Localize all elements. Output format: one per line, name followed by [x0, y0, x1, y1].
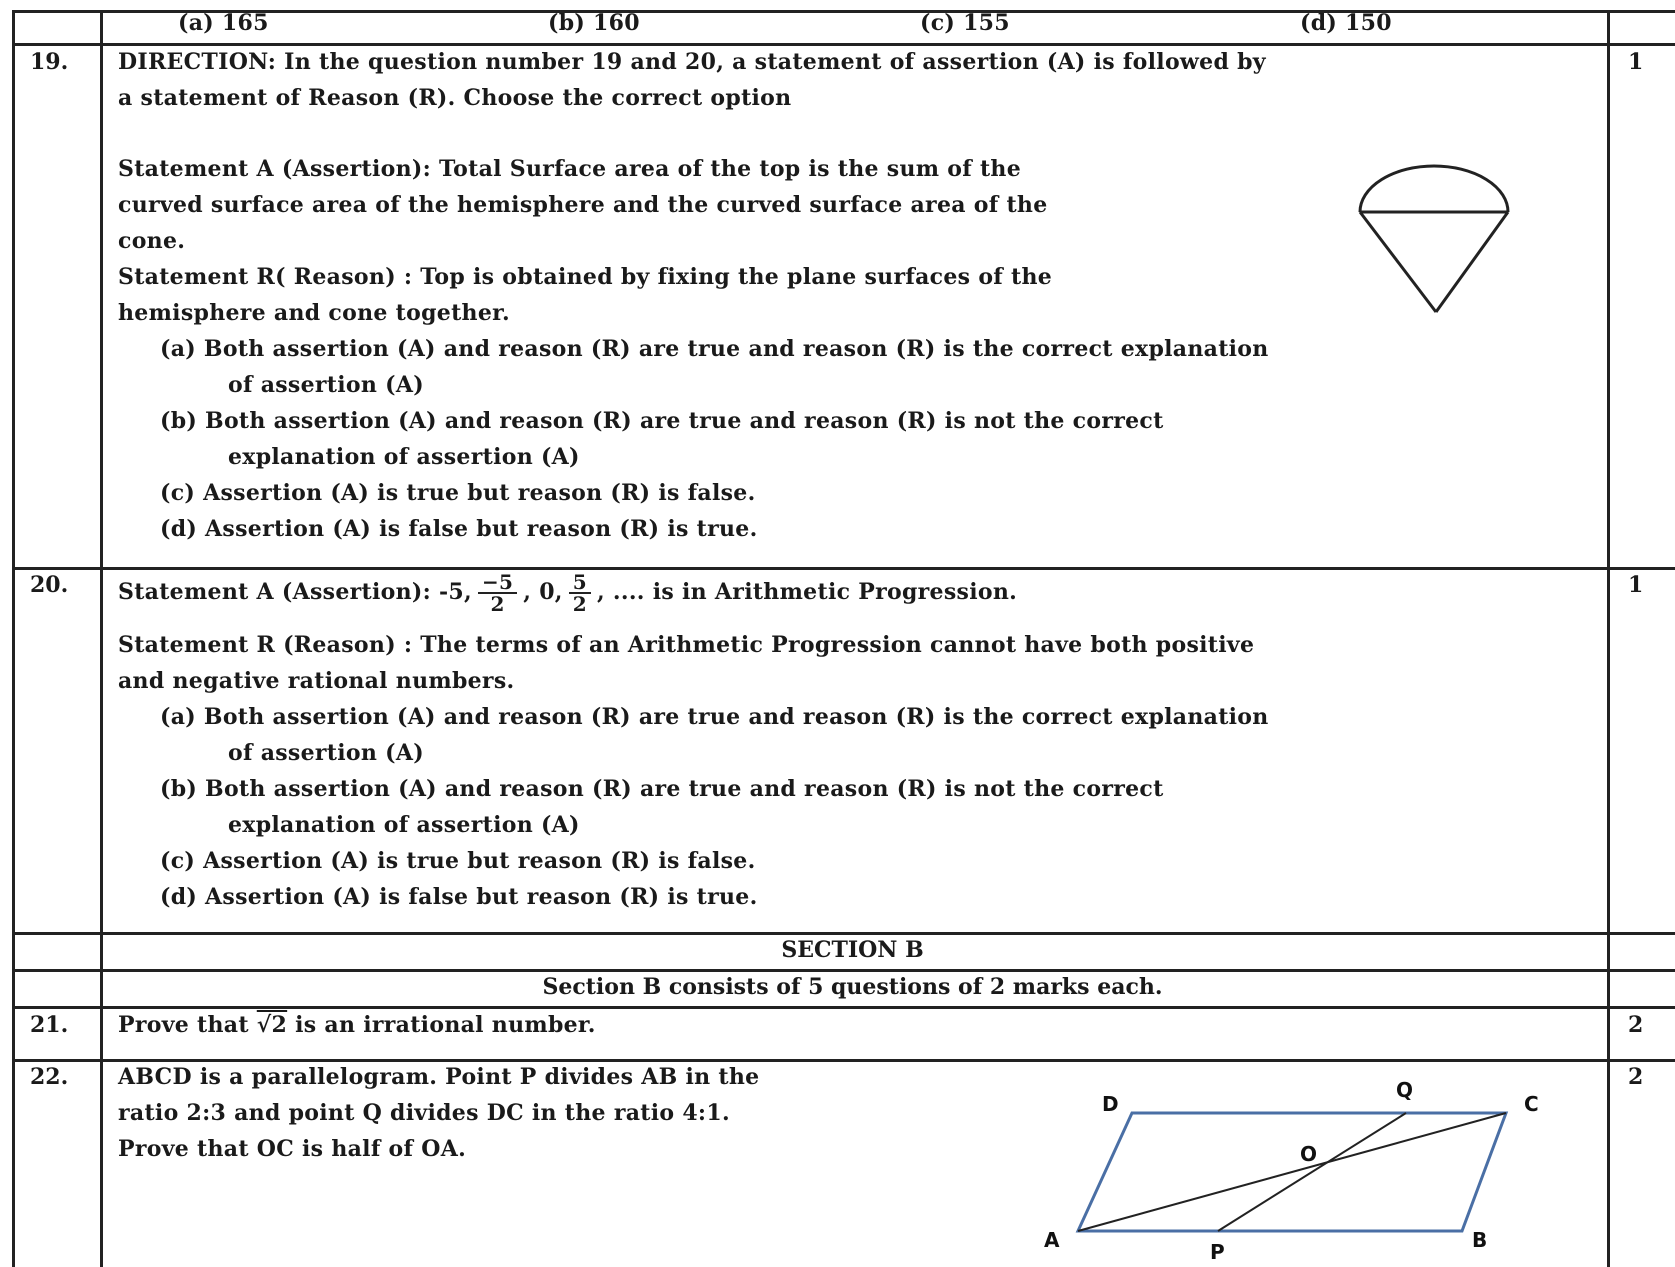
q19-assertion-line1: Statement A (Assertion): Total Surface area of the top is the sum of the — [118, 156, 1022, 182]
q20-assertion-middle: , 0, — [523, 579, 563, 605]
row-divider — [12, 43, 1675, 46]
q19-option-a-line1: (a) Both assertion (A) and reason (R) are true and reason (R) is the correct explanation — [160, 336, 1269, 362]
q21-text — [118, 1012, 596, 1038]
q19-option-c: (c) Assertion (A) is true but reason (R) is false. — [160, 480, 756, 506]
q22-line2: ratio 2:3 and point Q divides DC in the ratio 4:1. — [118, 1100, 730, 1126]
q19-option-b-line1: (b) Both assertion (A) and reason (R) are true and reason (R) is not the correct — [160, 408, 1164, 434]
q21-prefix: Prove that — [118, 1012, 257, 1038]
question-marks: 1 — [1628, 49, 1644, 75]
fraction-numerator: 5 — [569, 572, 591, 594]
q20-assertion-prefix: Statement A (Assertion): -5, — [118, 579, 472, 605]
column-divider-marks — [1607, 12, 1610, 1267]
q19-assertion-line2: curved surface area of the hemisphere and the curved surface area of the — [118, 192, 1048, 218]
q20-option-b-line2: explanation of assertion (A) — [228, 812, 580, 838]
q22-line1: ABCD is a parallelogram. Point P divides AB in the — [118, 1064, 760, 1090]
q19-reason-line1: Statement R( Reason) : Top is obtained by fixing the plane surfaces of the — [118, 264, 1053, 290]
label-a: A — [1044, 1228, 1060, 1252]
row-divider — [12, 1006, 1675, 1009]
fraction-denominator: 2 — [490, 592, 505, 616]
q20-option-a-line1: (a) Both assertion (A) and reason (R) are true and reason (R) is the correct explanation — [160, 704, 1269, 730]
question-marks: 2 — [1628, 1064, 1644, 1090]
q19-reason-line2: hemisphere and cone together. — [118, 300, 510, 326]
q19-assertion-line3: cone. — [118, 228, 186, 254]
column-divider-number — [100, 12, 103, 1267]
parallelogram-figure — [1030, 1075, 1550, 1265]
q19-option-d: (d) Assertion (A) is false but reason (R) is true. — [160, 516, 758, 542]
label-d: D — [1102, 1092, 1119, 1116]
fraction-denominator: 2 — [572, 592, 587, 616]
q19-direction-line1: DIRECTION: In the question number 19 and 20, a statement of assertion (A) is followed by — [118, 49, 1266, 75]
q20-reason-line1: Statement R (Reason) : The terms of an Arithmetic Progression cannot have both positive — [118, 632, 1255, 658]
prev-option-c: (c) 155 — [920, 10, 1010, 36]
label-p: P — [1210, 1240, 1225, 1264]
prev-option-b: (b) 160 — [548, 10, 640, 36]
spinning-top-figure — [1350, 150, 1520, 320]
section-subtitle: Section B consists of 5 questions of 2 marks each. — [542, 974, 1163, 1000]
question-number: 20. — [30, 572, 69, 598]
question-marks: 1 — [1628, 572, 1644, 598]
fraction-five-halves — [569, 572, 591, 614]
q20-option-c: (c) Assertion (A) is true but reason (R) is false. — [160, 848, 756, 874]
question-number: 22. — [30, 1064, 69, 1090]
prev-option-d: (d) 150 — [1300, 10, 1392, 36]
prev-option-a: (a) 165 — [178, 10, 269, 36]
table-border-left — [12, 12, 15, 1267]
fraction-minus-five-halves — [478, 572, 517, 614]
row-divider — [12, 932, 1675, 935]
row-divider — [12, 969, 1675, 972]
q20-option-d: (d) Assertion (A) is false but reason (R) is true. — [160, 884, 758, 910]
q19-option-a-line2: of assertion (A) — [228, 372, 424, 398]
q20-option-a-line2: of assertion (A) — [228, 740, 424, 766]
square-root-two: √2 — [256, 1012, 288, 1038]
label-q: Q — [1396, 1078, 1414, 1102]
question-marks: 2 — [1628, 1012, 1644, 1038]
label-b: B — [1472, 1228, 1488, 1252]
q21-suffix: is an irrational number. — [287, 1012, 596, 1038]
section-title: SECTION B — [781, 937, 924, 963]
label-o: O — [1300, 1142, 1318, 1166]
q20-reason-line2: and negative rational numbers. — [118, 668, 515, 694]
fraction-numerator: −5 — [478, 572, 517, 594]
q19-option-b-line2: explanation of assertion (A) — [228, 444, 580, 470]
label-c: C — [1524, 1092, 1539, 1116]
row-divider — [12, 567, 1675, 570]
q19-direction-line2: a statement of Reason (R). Choose the correct option — [118, 85, 792, 111]
q20-option-b-line1: (b) Both assertion (A) and reason (R) are true and reason (R) is not the correct — [160, 776, 1164, 802]
q20-assertion-suffix: , .... is in Arithmetic Progression. — [597, 579, 1018, 605]
row-divider — [12, 1059, 1675, 1062]
q22-line3: Prove that OC is half of OA. — [118, 1136, 467, 1162]
q20-assertion — [118, 572, 1017, 614]
question-number: 19. — [30, 49, 69, 75]
question-number: 21. — [30, 1012, 69, 1038]
